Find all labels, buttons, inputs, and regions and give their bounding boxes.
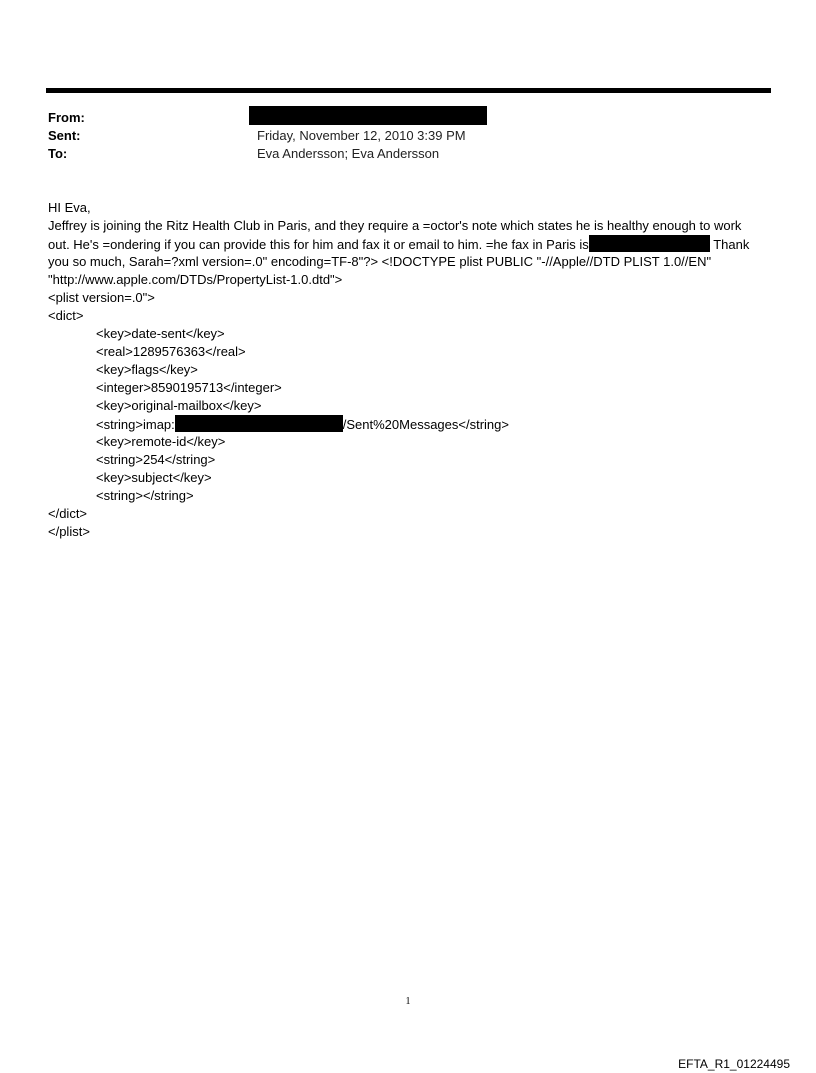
greeting: HI Eva, [48, 200, 91, 215]
body-line-5: <plist version=.0"> [48, 290, 155, 305]
email-body [48, 199, 774, 541]
plist-line: <key>date-sent</key> [96, 326, 225, 341]
body-line-4: "http://www.apple.com/DTDs/PropertyList-1.0.dtd"> [48, 272, 343, 287]
body-line-3: you so much, Sarah=?xml version=.0" encoding=TF-8"?> <!DOCTYPE plist PUBLIC "-//Apple//DTD PLIST 1.0//EN" [48, 254, 712, 269]
body-line-2-b: Thank [709, 237, 750, 252]
sent-value: Friday, November 12, 2010 3:39 PM [257, 128, 466, 143]
redacted-imap-address [175, 415, 343, 432]
from-label: From: [48, 110, 85, 125]
plist-line: <key>remote-id</key> [96, 434, 226, 449]
plist-line: <string>254</string> [96, 452, 216, 467]
plist-line: <key>original-mailbox</key> [96, 398, 262, 413]
document-id: EFTA_R1_01224495 [678, 1057, 790, 1071]
close-dict: </dict> [48, 506, 88, 521]
plist-line: <key>subject</key> [96, 470, 212, 485]
close-plist: </plist> [48, 524, 90, 539]
plist-line: <real>1289576363</real> [96, 344, 246, 359]
header-rule [46, 88, 771, 93]
imap-suffix: /Sent%20Messages</string> [342, 417, 509, 432]
imap-prefix: <string>imap: [96, 417, 175, 432]
to-value: Eva Andersson; Eva Andersson [257, 146, 440, 161]
plist-line: <key>flags</key> [96, 362, 198, 377]
body-line-2-a: out. He's =ondering if you can provide this for him and fax it or email to him. =he fax in Paris is [48, 237, 589, 252]
plist-line: <integer>8590195713</integer> [96, 380, 282, 395]
sent-label: Sent: [48, 128, 81, 143]
body-line-1: Jeffrey is joining the Ritz Health Club in Paris, and they require a =octor's note which states he is healthy enough to work [48, 218, 742, 233]
plist-line: <string></string> [96, 488, 194, 503]
page-number: 1 [405, 996, 411, 1007]
body-line-2 [48, 235, 774, 253]
to-label: To: [48, 146, 68, 161]
body-line-6: <dict> [48, 308, 84, 323]
imap-line [48, 415, 774, 433]
redacted-fax-number [589, 235, 710, 252]
redacted-from [249, 106, 487, 125]
